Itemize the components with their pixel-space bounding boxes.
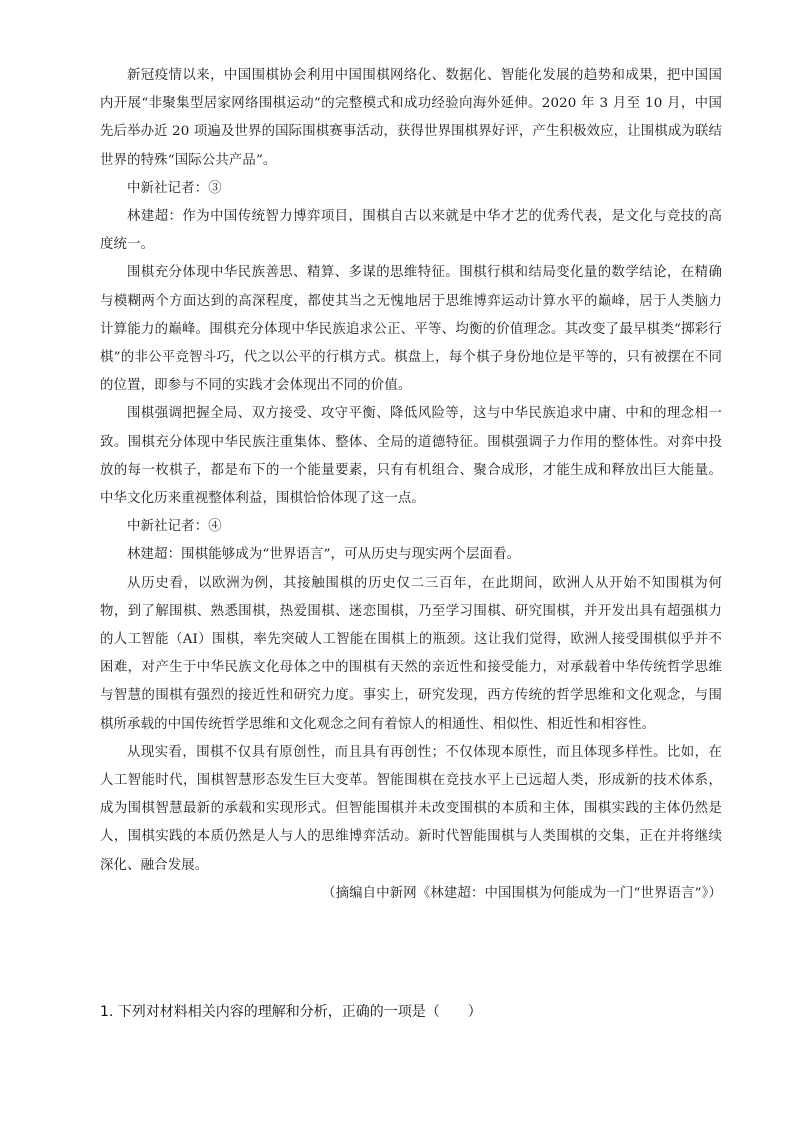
paragraph-answer-1: 林建超：作为中国传统智力博弈项目，围棋自古以来就是中华才艺的优秀代表，是文化与竞技的高度统一。 — [100, 209, 722, 253]
reporter-question-3: 中新社记者：③ — [127, 180, 222, 196]
question-1: 1. 下列对材料相关内容的理解和分析，正确的一项是（ ） — [100, 1004, 482, 1020]
paragraph-whole: 围棋强调把握全局、双方接受、攻守平衡、降低风险等，这与中华民族追求中庸、中和的理念相一致。围棋充分体现中华民族注重集体、整体、全局的道德特征。围棋强调子力作用的整体性。对弈中投放的每一枚棋子，都是布下的一个能量要素，只有有机组合、聚合成形，才能生成和释放出巨大能量。中华文化历来重视整体利益，围棋恰恰体现了这一点。 — [100, 406, 722, 507]
paragraph-answer-2: 林建超：围棋能够成为“世界语言”，可从历史与现实两个层面看。 — [127, 547, 521, 563]
passage-body — [100, 62, 722, 908]
paragraph-reality: 从现实看，围棋不仅具有原创性，而且具有再创性；不仅体现本原性，而且体现多样性。比如，在人工智能时代，围棋智慧形态发生巨大变革。智能围棋在竞技水平上已远超人类，形成新的技术体系，成为围棋智慧最新的承载和实现形式。但智能围棋并未改变围棋的本质和主体，围棋实践的主体仍然是人，围棋实践的本质仍然是人与人的思维博弈活动。新时代智能围棋与人类围棋的交集，正在并将继续深化、融合发展。 — [100, 744, 722, 873]
paragraph-intro: 新冠疫情以来，中国围棋协会利用中国围棋网络化、数据化、智能化发展的趋势和成果，把中国国内开展“非聚集型居家网络围棋运动”的完整模式和成功经验向海外延伸。2020 年 3 月至 10 月，中国先后举办近 20 项遍及世界的国际围棋赛事活动，获得世界围棋界好评，产生积极效应，让围棋成为联结世界的特殊“国际公共产品”。 — [100, 68, 722, 168]
paragraph-thinking: 围棋充分体现中华民族善思、精算、多谋的思维特征。围棋行棋和结局变化量的数学结论，在精确与模糊两个方面达到的高深程度，都使其当之无愧地居于思维博弈运动计算水平的巅峰，居于人类脑力计算能力的巅峰。围棋充分体现中华民族追求公正、平等、均衡的价值理念。其改变了最早棋类“掷彩行棋”的非公平竞智斗巧，代之以公平的行棋方式。棋盘上，每个棋子身份地位是平等的，只有被摆在不同的位置，即参与不同的实践才会体现出不同的价值。 — [100, 265, 722, 394]
source-credit: （摘编自中新网《林建超：中国围棋为何能成为一门“世界语言”》） — [322, 885, 722, 901]
reporter-question-4: 中新社记者：④ — [127, 519, 222, 535]
paragraph-history: 从历史看，以欧洲为例，其接触围棋的历史仅二三百年，在此期间，欧洲人从开始不知围棋为何物，到了解围棋、熟悉围棋，热爱围棋、迷恋围棋，乃至学习围棋、研究围棋，并开发出具有超强棋力的人工智能（AI）围棋，率先突破人工智能在围棋上的瓶颈。这让我们觉得，欧洲人接受围棋似乎并不困难，对产生于中华民族文化母体之中的围棋有天然的亲近性和接受能力，对承载着中华传统哲学思维与智慧的围棋有强烈的接近性和研究力度。事实上，研究发现，西方传统的哲学思维和文化观念，与围棋所承载的中国传统哲学思维和文化观念之间有着惊人的相通性、相似性、相近性和相容性。 — [100, 575, 722, 732]
